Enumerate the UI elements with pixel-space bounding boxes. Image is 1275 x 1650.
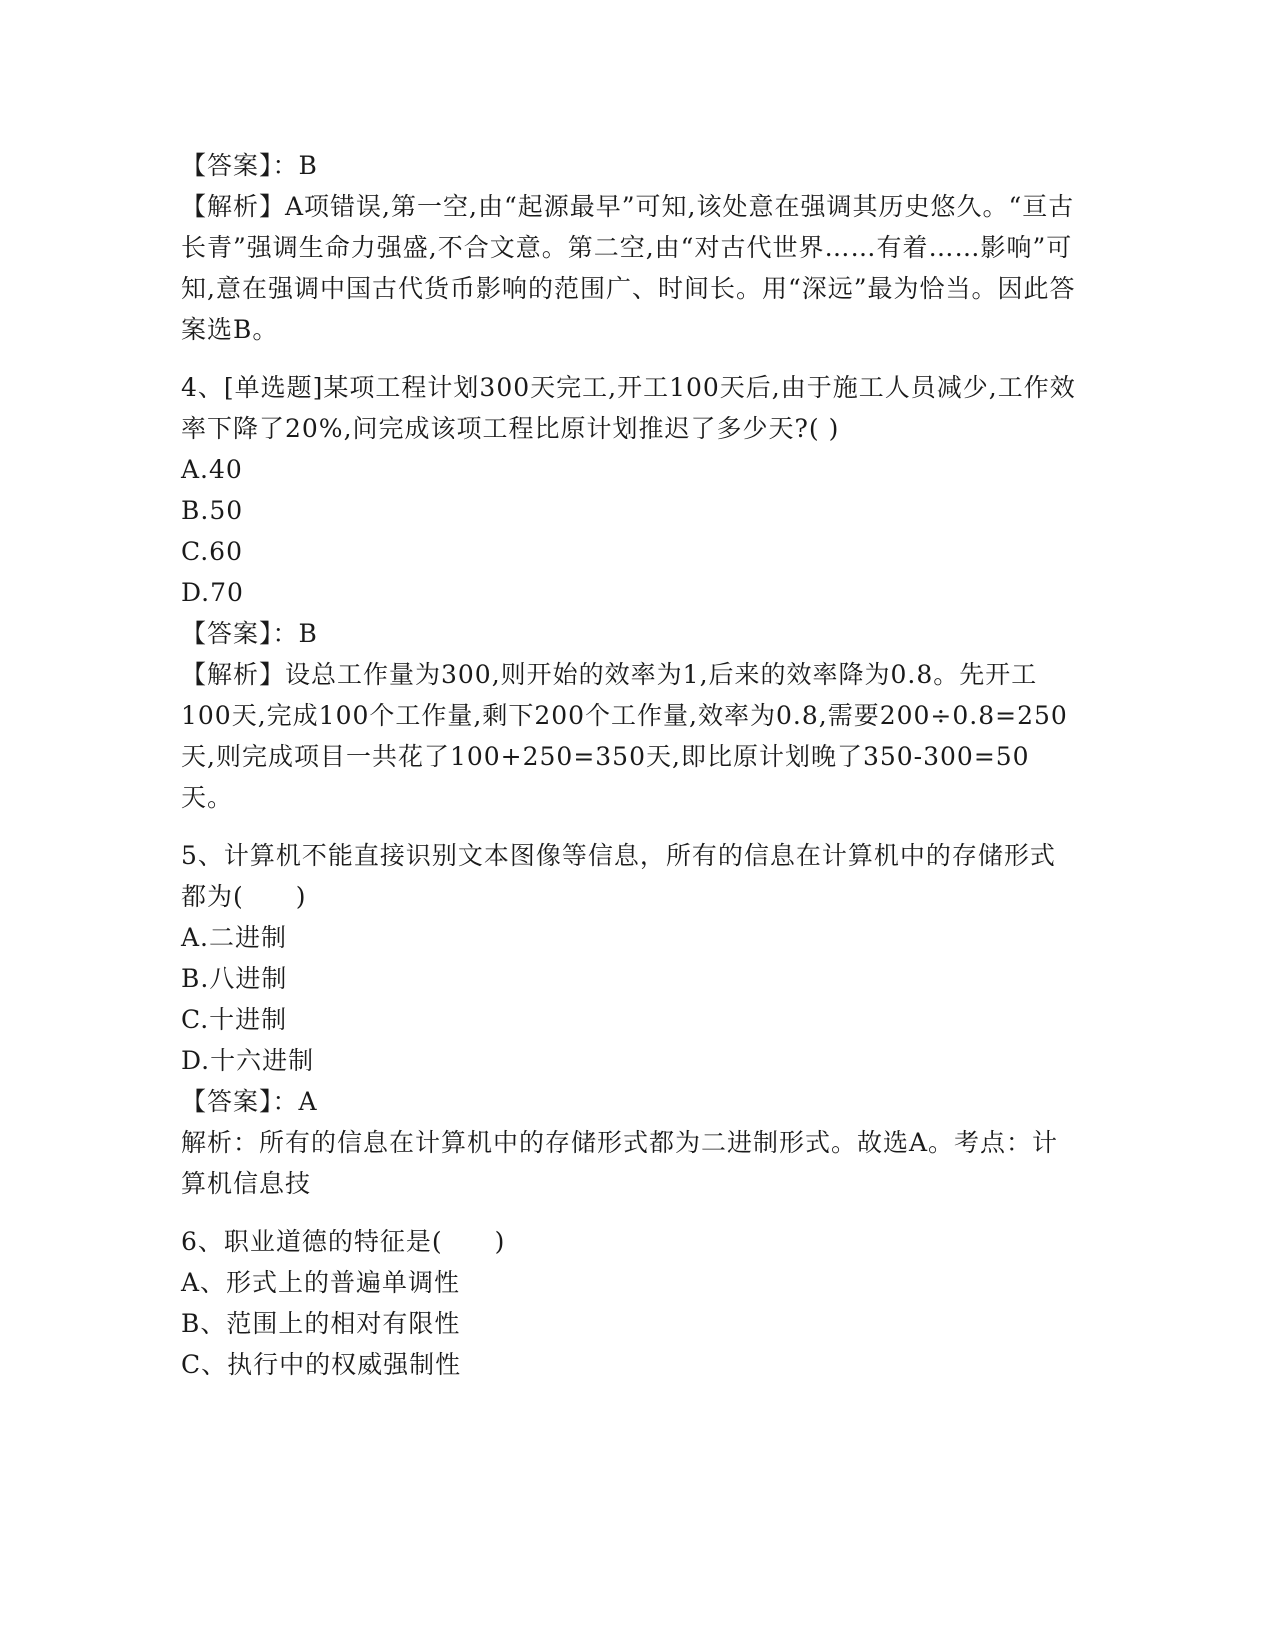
option-c: C.十进制 (181, 1005, 288, 1034)
block-gap (181, 350, 1081, 367)
option-a: A.40 (181, 455, 243, 484)
page-content (181, 145, 1081, 1385)
option-c: C、执行中的权威强制性 (181, 1350, 462, 1379)
option-a: A.二进制 (181, 923, 288, 952)
option-b: B、范围上的相对有限性 (181, 1309, 461, 1338)
answer-line: 【答案】：A (181, 1087, 318, 1116)
option-a: A、形式上的普遍单调性 (181, 1268, 461, 1297)
question-text: 4、[单选题]某项工程计划300天完工,开工100天后,由于施工人员减少,工作效率下降了20%,问完成该项工程比原计划推迟了多少天?( ) (181, 373, 1076, 443)
answer-line: 【答案】：B (181, 619, 318, 648)
question-paragraph (181, 1221, 1081, 1262)
option-b: B.50 (181, 496, 244, 525)
analysis-paragraph (181, 654, 1081, 818)
analysis-paragraph (181, 1122, 1081, 1204)
question-text: 5、计算机不能直接识别文本图像等信息，所有的信息在计算机中的存储形式都为( ) (181, 841, 1056, 911)
block-gap (181, 1204, 1081, 1221)
analysis-paragraph (181, 186, 1081, 350)
question-paragraph (181, 835, 1081, 917)
option-b: B.八进制 (181, 964, 288, 993)
analysis-text: 解析：所有的信息在计算机中的存储形式都为二进制形式。故选A。考点：计算机信息技 (181, 1128, 1059, 1198)
option-d: D.70 (181, 578, 244, 607)
block-gap (181, 818, 1081, 835)
analysis-text: 【解析】A项错误,第一空,由“起源最早”可知,该处意在强调其历史悠久。“亘古长青”强调生命力强盛,不合文意。第二空,由“对古代世界……有着……影响”可知,意在强调中国古代货币影响的范围广、时间长。用“深远”最为恰当。因此答案选B。 (181, 192, 1076, 344)
question-paragraph (181, 367, 1081, 449)
option-c: C.60 (181, 537, 243, 566)
option-d: D.十六进制 (181, 1046, 315, 1075)
analysis-text: 【解析】设总工作量为300,则开始的效率为1,后来的效率降为0.8。先开工100天,完成100个工作量,剩下200个工作量,效率为0.8,需要200÷0.8=250天,则完成项目一共花了100+250=350天,即比原计划晚了350-300=50天。 (181, 660, 1068, 812)
question-text: 6、职业道德的特征是( ) (181, 1227, 506, 1256)
answer-line: 【答案】：B (181, 151, 318, 180)
